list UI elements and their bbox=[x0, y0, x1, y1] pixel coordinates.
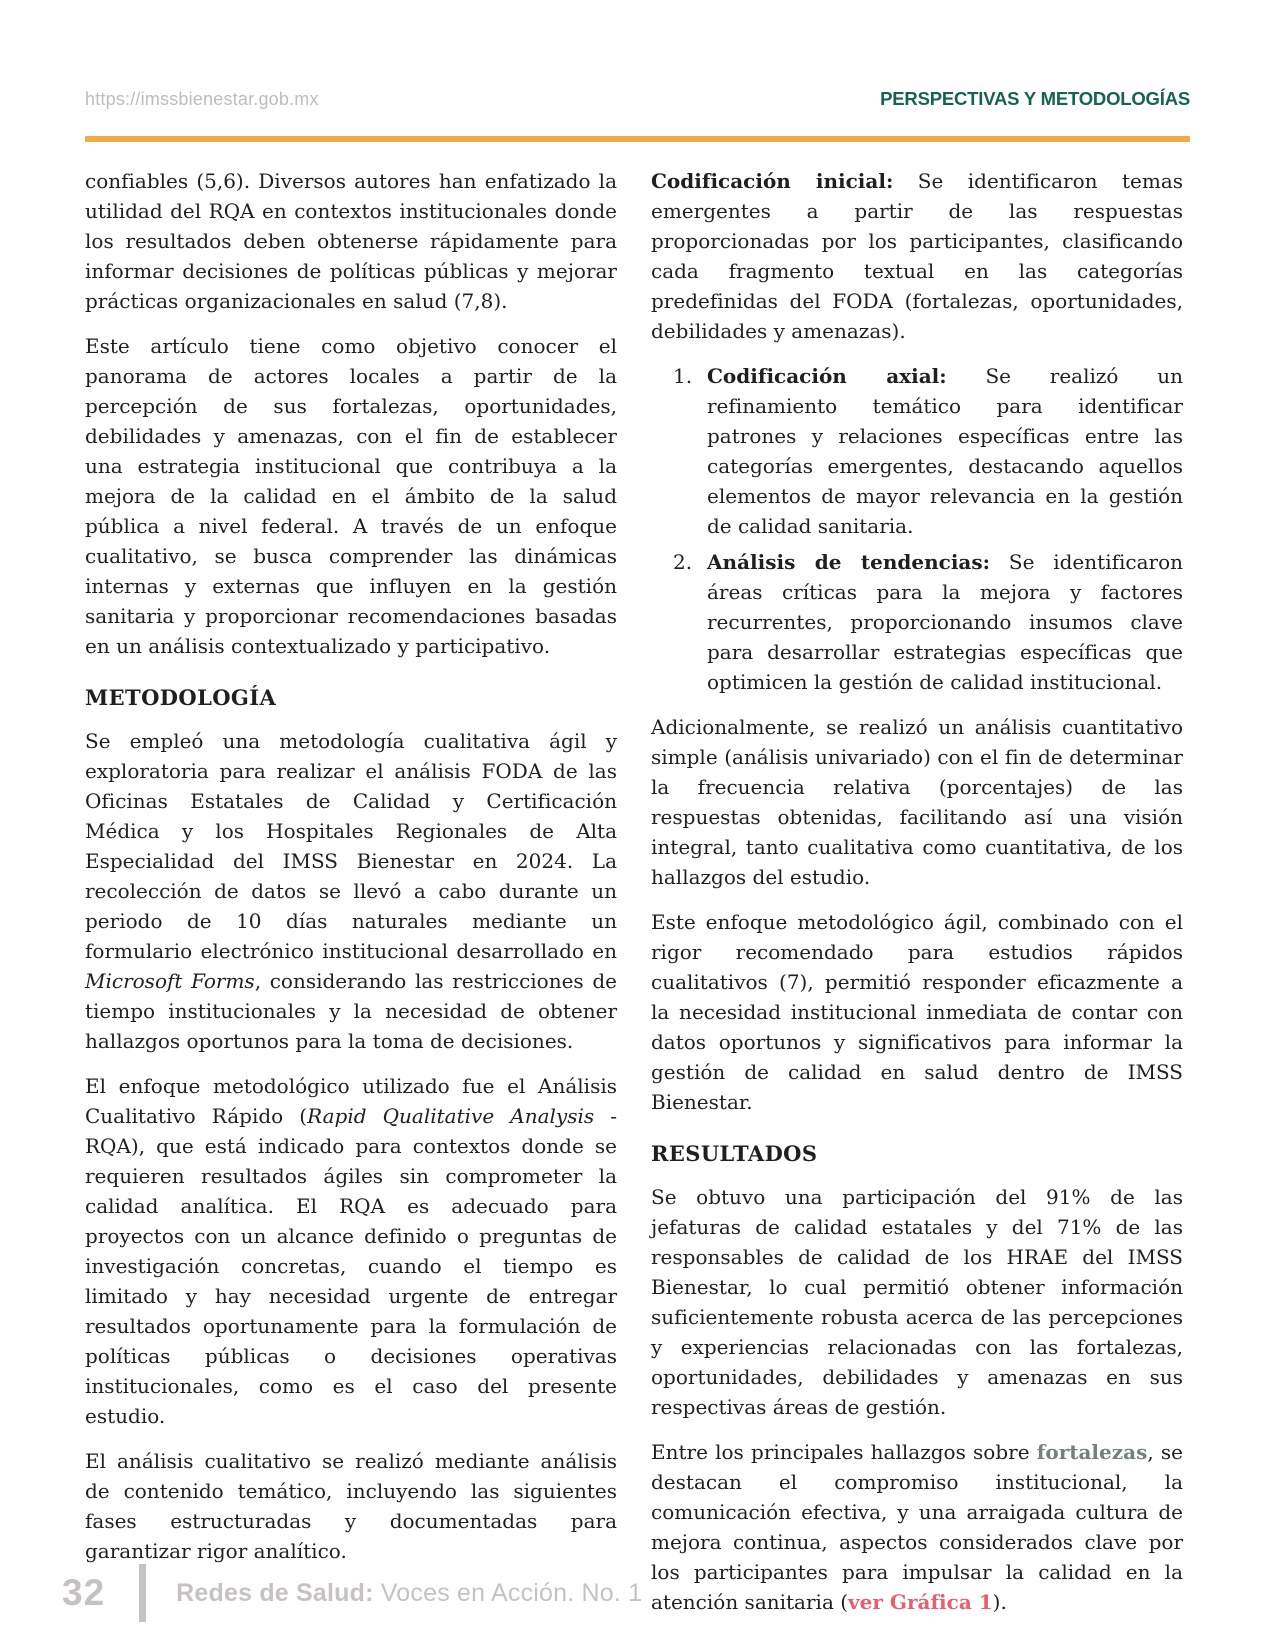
paragraph bbox=[651, 166, 1183, 346]
list-item bbox=[651, 361, 1183, 541]
text-segment: confiables (5,6). Diversos autores han enfatizado la utilidad del RQA en contextos institucionales donde los resultados deben obtenerse rápidamente para informar decisiones de políticas públicas y mejorar prácticas organizacionales en salud (7,8). bbox=[85, 169, 617, 313]
text-segment: - RQA), que está indicado para contextos donde se requieren resultados ágiles sin comprometer la calidad analítica. El RQA es adecuado para proyectos con un alcance definido o preguntas de investigación concretas, cuando el tiempo es limitado y hay necesidad urgente de entregar resultados oportunamente para la formulación de políticas públicas o decisiones operativas institucionales, como es el caso del presente estudio. bbox=[85, 1104, 617, 1428]
text-segment: Se empleó una metodología cualitativa ágil y exploratoria para realizar el análisis FODA de las Oficinas Estatales de Calidad y Certificación Médica y los Hospitales Regionales de Alta Especialidad del IMSS Bienestar en 2024. La recolección de datos se llevó a cabo durante un periodo de 10 días naturales mediante un formulario electrónico institucional desarrollado en bbox=[85, 729, 617, 963]
journal-title bbox=[176, 1579, 642, 1608]
text-segment: , se destacan el compromiso institucional, la comunicación efectiva, y una arraigada cultura de mejora continua, aspectos considerados clave por los participantes para impulsar la calidad en la atención sanitaria ( bbox=[651, 1440, 1183, 1614]
text-segment: Este enfoque metodológico ágil, combinado con el rigor recomendado para estudios rápidos cualitativos (7), permitió responder eficazmente a la necesidad institucional inmediata de contar con datos oportunos y significativos para informar la gestión de calidad en salud dentro de IMSS Bienestar. bbox=[651, 910, 1183, 1114]
journal-title-bold: Redes de Salud: bbox=[176, 1578, 374, 1607]
list-item-number: 2. bbox=[673, 550, 693, 574]
page-number: 32 bbox=[62, 1572, 106, 1613]
right-column bbox=[651, 166, 1183, 1632]
paragraph bbox=[85, 1071, 617, 1431]
left-column bbox=[85, 166, 617, 1632]
text-segment: Análisis de tendencias: bbox=[707, 550, 991, 574]
text-segment: Codificación inicial: bbox=[651, 169, 894, 193]
text-segment: Microsoft Forms bbox=[85, 969, 255, 993]
text-segment: Se obtuvo una participación del 91% de las jefaturas de calidad estatales y del 71% de las responsables de calidad de los HRAE del IMSS Bienestar, lo cual permitió obtener información suficientemente robusta acerca de las percepciones y experiencias relacionadas con las fortalezas, oportunidades, debilidades y amenazas en sus respectivas áreas de gestión. bbox=[651, 1185, 1183, 1419]
list-item bbox=[651, 547, 1183, 697]
paragraph bbox=[651, 907, 1183, 1117]
section-heading: RESULTADOS bbox=[651, 1141, 818, 1166]
text-segment: Rapid Qualitative Analysis bbox=[307, 1104, 595, 1128]
page-footer bbox=[62, 1564, 642, 1622]
paragraph bbox=[85, 1446, 617, 1566]
paragraph bbox=[651, 712, 1183, 892]
text-segment: Codificación axial: bbox=[707, 364, 947, 388]
section-heading: METODOLOGÍA bbox=[85, 685, 277, 710]
list-item-text bbox=[707, 547, 1183, 697]
paragraph bbox=[651, 1437, 1183, 1617]
list-item-text bbox=[707, 361, 1183, 541]
text-segment: El enfoque metodológico utilizado fue el Análisis Cualitativo Rápido ( bbox=[85, 1074, 617, 1128]
numbered-list bbox=[651, 361, 1183, 697]
footer-divider-bar bbox=[139, 1564, 146, 1622]
highlighted-term: fortalezas bbox=[1036, 1440, 1148, 1464]
text-segment: El análisis cualitativo se realizó mediante análisis de contenido temático, incluyendo las siguientes fases estructuradas y documentadas para garantizar rigor analítico. bbox=[85, 1449, 617, 1563]
cross-reference-link[interactable]: ver Gráfica 1 bbox=[848, 1590, 993, 1614]
text-segment: Adicionalmente, se realizó un análisis cuantitativo simple (análisis univariado) con el fin de determinar la frecuencia relativa (porcentajes) de las respuestas obtenidas, facilitando así una visión integral, tanto cualitativa como cuantitativa, de los hallazgos del estudio. bbox=[651, 715, 1183, 889]
paragraph bbox=[85, 166, 617, 316]
text-segment: ). bbox=[992, 1590, 1007, 1614]
text-segment: , considerando las restricciones de tiempo institucionales y la necesidad de obtener hallazgos oportunos para la toma de decisiones. bbox=[85, 969, 617, 1053]
paragraph bbox=[85, 726, 617, 1056]
text-segment: Entre los principales hallazgos sobre bbox=[651, 1440, 1037, 1464]
list-item-number: 1. bbox=[673, 364, 693, 388]
section-title: PERSPECTIVAS Y METODOLOGÍAS bbox=[880, 88, 1190, 109]
paragraph bbox=[651, 1182, 1183, 1422]
paragraph bbox=[85, 331, 617, 661]
page-header bbox=[0, 0, 1275, 110]
text-segment: Este artículo tiene como objetivo conocer el panorama de actores locales a partir de la percepción de sus fortalezas, oportunidades, debilidades y amenazas, con el fin de establecer una estrategia institucional que contribuya a la mejora de la calidad en el ámbito de la salud pública a nivel federal. A través de un enfoque cualitativo, se busca comprender las dinámicas internas y externas que influyen en la gestión sanitaria y proporcionar recomendaciones basadas en un análisis contextualizado y participativo. bbox=[85, 334, 617, 658]
text-segment: Se identificaron temas emergentes a partir de las respuestas proporcionadas por los participantes, clasificando cada fragmento textual en las categorías predefinidas del FODA (fortalezas, oportunidades, debilidades y amenazas). bbox=[651, 169, 1184, 343]
text-segment: Se realizó un refinamiento temático para identificar patrones y relaciones específicas entre las categorías emergentes, destacando aquellos elementos de mayor relevancia en la gestión de calidad sanitaria. bbox=[707, 364, 1184, 538]
source-url-text: https://imssbienestar.gob.mx bbox=[85, 89, 319, 109]
text-segment: Se identificaron áreas críticas para la mejora y factores recurrentes, proporcionando insumos clave para desarrollar estrategias específicas que optimicen la gestión de calidad institucional. bbox=[707, 550, 1183, 694]
journal-title-rest: Voces en Acción. No. 1 bbox=[373, 1578, 643, 1607]
article-body bbox=[0, 142, 1275, 1632]
